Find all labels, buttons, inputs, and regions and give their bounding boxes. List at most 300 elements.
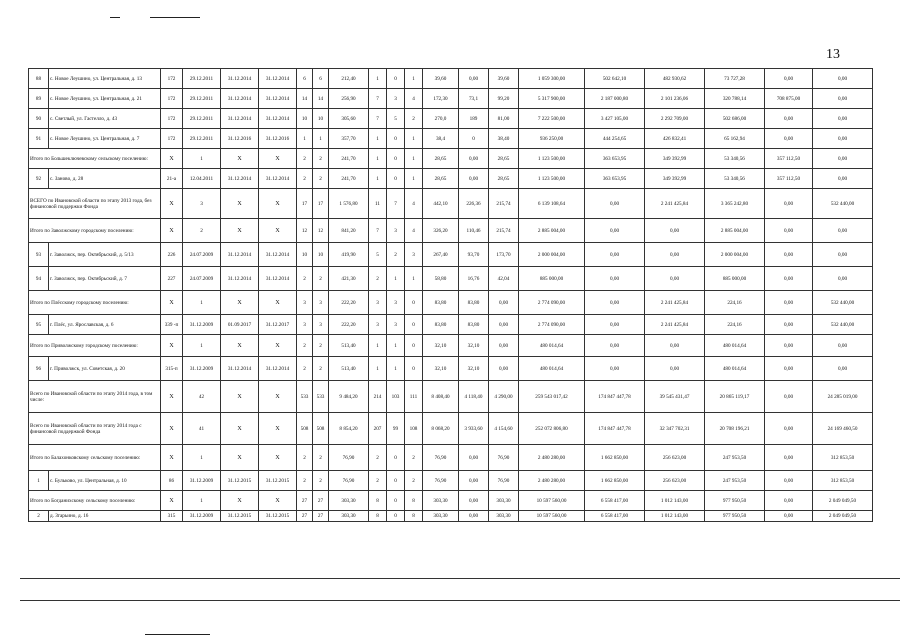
summary-title-cell: Итого по Богданихскому сельскому поселению: <box>29 491 161 511</box>
table-cell: 513,40 <box>329 357 369 381</box>
table-cell: X <box>161 219 183 243</box>
table-cell: 349 392,99 <box>645 169 705 189</box>
table-cell: 0,00 <box>813 169 873 189</box>
table-cell: 31.12.2015 <box>221 511 259 522</box>
table-cell: 315 <box>161 511 183 522</box>
table-cell: 2 049 049,50 <box>813 511 873 522</box>
table-cell: 38,40 <box>489 129 519 149</box>
table-cell: 0 <box>387 169 405 189</box>
table-cell: 20 865 119,17 <box>705 381 765 413</box>
table-cell: 31.12.2014 <box>221 109 259 129</box>
table-cell: 312 853,50 <box>813 471 873 491</box>
table-cell: 532 440,00 <box>813 315 873 335</box>
table-cell: 2 <box>183 219 221 243</box>
table-cell: 4 <box>405 189 423 219</box>
table-cell: 222,20 <box>329 315 369 335</box>
table-cell: 76,90 <box>489 471 519 491</box>
table-cell: 207 <box>369 413 387 445</box>
table-cell: 172 <box>161 89 183 109</box>
summary-title-cell: Всего по Ивановской области по этапу 2014 года с финансовой поддержкой Фонда <box>29 413 161 445</box>
table-cell: 357 112,50 <box>765 169 813 189</box>
table-cell: 0,00 <box>813 357 873 381</box>
housing-program-table <box>28 68 873 522</box>
table-cell: 24.07.2009 <box>183 243 221 267</box>
table-cell: 0,00 <box>459 69 489 89</box>
table-cell: 90 <box>29 109 49 129</box>
table-cell: 4 <box>405 219 423 243</box>
table-cell: 9 484,20 <box>329 381 369 413</box>
table-cell: 53 340,56 <box>705 149 765 169</box>
table-cell: 5 317 900,00 <box>519 89 585 109</box>
table-cell: 28,65 <box>489 149 519 169</box>
table-cell: 94 <box>29 267 49 291</box>
table-cell: 303,30 <box>423 491 459 511</box>
table-cell: 2 187 000,80 <box>585 89 645 109</box>
table-cell: X <box>259 149 297 169</box>
table-cell: 20 708 196,21 <box>705 413 765 445</box>
table-cell: 28,65 <box>423 149 459 169</box>
table-cell: 28,65 <box>423 169 459 189</box>
table-cell: 31.12.2016 <box>259 129 297 149</box>
table-cell: 0 <box>387 445 405 471</box>
scan-mark-top <box>110 17 120 18</box>
table-cell: 2 101 236,06 <box>645 89 705 109</box>
table-cell: 533 <box>297 381 313 413</box>
table-cell: 83,80 <box>459 315 489 335</box>
table-cell: 0,00 <box>585 315 645 335</box>
table-cell: 31.12.2014 <box>259 69 297 89</box>
table-cell: 73 727,28 <box>705 69 765 89</box>
table-row <box>29 357 873 381</box>
table-cell: 0,00 <box>813 129 873 149</box>
summary-row <box>29 445 873 471</box>
table-cell: 0,00 <box>813 69 873 89</box>
table-cell: 3 <box>387 315 405 335</box>
table-cell: 11 <box>369 189 387 219</box>
table-cell: 1 <box>369 169 387 189</box>
table-cell: 2 <box>29 511 49 522</box>
table-cell: 3 <box>183 189 221 219</box>
table-cell: 93 <box>29 243 49 267</box>
table-cell: 83,80 <box>459 291 489 315</box>
table-cell: 256 623,00 <box>645 445 705 471</box>
summary-title-cell: Всего по Ивановской области по этапу 2014 года, в том числе: <box>29 381 161 413</box>
table-cell: 0,00 <box>765 219 813 243</box>
table-cell: 31.12.2015 <box>259 511 297 522</box>
table-cell: 0,00 <box>585 189 645 219</box>
table-cell: 76,90 <box>329 471 369 491</box>
table-cell: 2 <box>405 109 423 129</box>
table-cell: 0,00 <box>489 291 519 315</box>
table-cell: 0 <box>405 357 423 381</box>
table-cell: 1 662 850,00 <box>585 471 645 491</box>
table-cell: 31.12.2014 <box>221 89 259 109</box>
table-cell: X <box>161 381 183 413</box>
table-cell: 1 <box>387 267 405 291</box>
table-cell: 247 953,50 <box>705 445 765 471</box>
table-cell: 31.12.2014 <box>221 243 259 267</box>
table-cell: 172 <box>161 69 183 89</box>
table-cell: 7 222 500,00 <box>519 109 585 129</box>
table-cell: 31.12.2014 <box>259 109 297 129</box>
table-cell: 2 000 004,00 <box>519 243 585 267</box>
table-cell: 256 623,00 <box>645 471 705 491</box>
table-cell: 0,00 <box>813 267 873 291</box>
table-cell: 31.12.2014 <box>221 169 259 189</box>
table-cell: 39 545 431,47 <box>645 381 705 413</box>
table-cell: 357 112,50 <box>765 149 813 169</box>
table-cell: 2 <box>387 243 405 267</box>
table-cell: 0,00 <box>813 219 873 243</box>
table-cell: 2 <box>313 335 329 357</box>
table-cell: 305,60 <box>329 109 369 129</box>
table-cell: 110,46 <box>459 219 489 243</box>
table-cell: 32,10 <box>459 335 489 357</box>
table-cell: 3 933,60 <box>459 413 489 445</box>
table-cell: 31.12.2017 <box>259 315 297 335</box>
table-cell: 0 <box>387 471 405 491</box>
table-row <box>29 315 873 335</box>
table-cell: 0,00 <box>765 69 813 89</box>
table-cell: 1 <box>405 267 423 291</box>
address-cell: г. Заволжск, пер. Октябрьский, д. 7 <box>49 267 161 291</box>
table-cell: 303,30 <box>329 511 369 522</box>
table-cell: 93,70 <box>459 243 489 267</box>
table-cell: 1 <box>183 335 221 357</box>
table-cell: 349 392,99 <box>645 149 705 169</box>
table-cell: 2 <box>313 445 329 471</box>
table-cell: 357,70 <box>329 129 369 149</box>
table-cell: 27 <box>313 511 329 522</box>
table-cell: 885 000,00 <box>519 267 585 291</box>
table-cell: 189 <box>459 109 489 129</box>
summary-row <box>29 291 873 315</box>
table-cell: 226,36 <box>459 189 489 219</box>
table-cell: 2 <box>297 335 313 357</box>
table-row <box>29 129 873 149</box>
summary-row <box>29 491 873 511</box>
table-cell: 8 854,20 <box>329 413 369 445</box>
table-cell: 2 <box>297 445 313 471</box>
table-cell: 0 <box>387 149 405 169</box>
table-cell: 312 853,50 <box>813 445 873 471</box>
table-cell: 4 <box>405 89 423 109</box>
table-cell: X <box>259 189 297 219</box>
table-cell: 29.12.2011 <box>183 69 221 89</box>
table-cell: 89 <box>29 89 49 109</box>
table-cell: 65 162,94 <box>705 129 765 149</box>
table-cell: 6 <box>297 69 313 89</box>
table-cell: 108 <box>405 413 423 445</box>
table-cell: 256,90 <box>329 89 369 109</box>
table-cell: 215,74 <box>489 219 519 243</box>
table-cell: X <box>259 381 297 413</box>
table-cell: 320 788,14 <box>705 89 765 109</box>
table-cell: 27 <box>297 511 313 522</box>
table-cell: 421,30 <box>329 267 369 291</box>
table-cell: 2 <box>297 471 313 491</box>
table-cell: 0,00 <box>459 471 489 491</box>
table-cell: 0,00 <box>585 243 645 267</box>
table-cell: 76,90 <box>423 471 459 491</box>
address-cell: с. Заново, д. 28 <box>49 169 161 189</box>
table-cell: 76,90 <box>423 445 459 471</box>
table-cell: 1 059 300,00 <box>519 69 585 89</box>
table-cell: 224,16 <box>705 291 765 315</box>
table-cell: 8 <box>405 511 423 522</box>
table-cell: 885 000,00 <box>705 267 765 291</box>
table-cell: 31.12.2014 <box>221 357 259 381</box>
table-cell: 4 290,00 <box>489 381 519 413</box>
table-cell: 0,00 <box>585 357 645 381</box>
table-cell: X <box>221 491 259 511</box>
table-cell: 91 <box>29 129 49 149</box>
table-cell: 1 <box>405 129 423 149</box>
summary-row <box>29 219 873 243</box>
summary-row <box>29 189 873 219</box>
table-cell: 2 <box>369 267 387 291</box>
table-cell: 103 <box>387 381 405 413</box>
table-cell: 1 <box>405 169 423 189</box>
table-cell: 0,00 <box>459 445 489 471</box>
table-cell: 0,00 <box>765 129 813 149</box>
table-cell: 27 <box>297 491 313 511</box>
table-cell: 0,00 <box>765 189 813 219</box>
table-cell: 3 <box>313 291 329 315</box>
table-cell: X <box>259 219 297 243</box>
table-cell: 172,30 <box>423 89 459 109</box>
table-cell: 2 774 090,00 <box>519 291 585 315</box>
table-cell: 2 774 090,00 <box>519 315 585 335</box>
summary-title-cell: ВСЕГО по Ивановской области по этапу 2013 года, без финансовой поддержки Фонда <box>29 189 161 219</box>
table-cell: 247 953,50 <box>705 471 765 491</box>
table-row <box>29 471 873 491</box>
table-cell: 363 653,95 <box>585 169 645 189</box>
table-cell: 29.12.2011 <box>183 89 221 109</box>
table-cell: 31.12.2014 <box>259 169 297 189</box>
table-cell: 502 642,10 <box>585 69 645 89</box>
table-cell: 227 <box>161 267 183 291</box>
table-cell: 3 365 242,80 <box>705 189 765 219</box>
table-cell: 2 000 004,00 <box>705 243 765 267</box>
table-cell: 174 847 447,78 <box>585 381 645 413</box>
table-cell: 01.09.2017 <box>221 315 259 335</box>
table-cell: 0 <box>387 129 405 149</box>
table-cell: 482 930,62 <box>645 69 705 89</box>
page-number: 13 <box>826 47 840 62</box>
table-cell: 0,00 <box>489 357 519 381</box>
table-cell: 0,00 <box>765 445 813 471</box>
table-cell: 3 427 105,00 <box>585 109 645 129</box>
address-cell: с. Бульково, ул. Центральная, д. 10 <box>49 471 161 491</box>
table-cell: 76,90 <box>329 445 369 471</box>
table-cell: 32 347 702,31 <box>645 413 705 445</box>
table-row <box>29 243 873 267</box>
table-cell: 10 <box>297 243 313 267</box>
table-cell: 3 <box>297 291 313 315</box>
table-cell: 1 <box>405 149 423 169</box>
table-cell: 0,00 <box>765 357 813 381</box>
table-cell: 5 <box>387 109 405 129</box>
table-cell: 4 154,60 <box>489 413 519 445</box>
table-cell: 0 <box>459 129 489 149</box>
table-cell: 173,70 <box>489 243 519 267</box>
table-cell: 4 118,40 <box>459 381 489 413</box>
table-cell: 31.12.2014 <box>259 243 297 267</box>
table-cell: 212,40 <box>329 69 369 89</box>
table-cell: 1 012 143,00 <box>645 491 705 511</box>
table-cell: 0,00 <box>459 149 489 169</box>
table-cell: 2 480 280,00 <box>519 445 585 471</box>
table-cell: X <box>161 291 183 315</box>
table-cell: X <box>259 491 297 511</box>
table-cell: 1 <box>313 129 329 149</box>
scan-line-bottom <box>20 578 900 579</box>
table-cell: 0,00 <box>489 335 519 357</box>
table-cell: 0,00 <box>765 491 813 511</box>
table-cell: 419,90 <box>329 243 369 267</box>
table-cell: X <box>221 413 259 445</box>
table-cell: 83,80 <box>423 315 459 335</box>
table-cell: 508 <box>297 413 313 445</box>
summary-title-cell: Итого по Заволжскому городскому поселению: <box>29 219 161 243</box>
table-cell: 10 <box>313 109 329 129</box>
table-cell: 2 <box>405 471 423 491</box>
table-cell: 224,16 <box>705 315 765 335</box>
table-cell: 0,00 <box>813 149 873 169</box>
table-cell: 303,30 <box>329 491 369 511</box>
table-cell: 2 <box>369 445 387 471</box>
table-cell: 1 <box>183 491 221 511</box>
table-cell: 14 <box>297 89 313 109</box>
table-cell: 480 014,64 <box>705 335 765 357</box>
table-cell: 76,90 <box>489 445 519 471</box>
table-row <box>29 89 873 109</box>
table-cell: 8 <box>405 491 423 511</box>
table-cell: 31.12.2014 <box>221 267 259 291</box>
table-cell: 1 <box>369 357 387 381</box>
address-cell: д. Згарьино, д. 16 <box>49 511 161 522</box>
table-cell: 31.12.2014 <box>259 357 297 381</box>
table-cell: 3 <box>405 243 423 267</box>
table-cell: X <box>221 291 259 315</box>
table-cell: 532 440,00 <box>813 189 873 219</box>
table-cell: X <box>259 445 297 471</box>
table-cell: 1 <box>183 149 221 169</box>
table-cell: 29.12.2011 <box>183 129 221 149</box>
table-cell: 0,00 <box>765 109 813 129</box>
table-cell: 1 662 850,00 <box>585 445 645 471</box>
table-cell: 1 <box>369 149 387 169</box>
table-cell: 8 068,20 <box>423 413 459 445</box>
table-cell: 0 <box>387 511 405 522</box>
table-cell: 2 292 709,00 <box>645 109 705 129</box>
table-row <box>29 511 873 522</box>
table-cell: 2 <box>313 149 329 169</box>
summary-title-cell: Итого по Большеключевскому сельскому поселению: <box>29 149 161 169</box>
table-cell: 533 <box>313 381 329 413</box>
table-cell: 0,00 <box>765 315 813 335</box>
table-cell: 2 <box>369 471 387 491</box>
table-cell: 86 <box>161 471 183 491</box>
table-cell: X <box>161 189 183 219</box>
table-cell: 0,00 <box>459 491 489 511</box>
table-cell: 1 <box>405 69 423 89</box>
table-cell: 0,00 <box>765 471 813 491</box>
table-cell: 532 440,00 <box>813 291 873 315</box>
table-row <box>29 109 873 129</box>
table-cell: 303,30 <box>423 511 459 522</box>
table-cell: 99,20 <box>489 89 519 109</box>
table-cell: 0,00 <box>645 219 705 243</box>
table-cell: 214 <box>369 381 387 413</box>
table-cell: 215,74 <box>489 189 519 219</box>
table-cell: 99 <box>387 413 405 445</box>
table-cell: 31.12.2015 <box>259 471 297 491</box>
table-cell: 6 558 417,00 <box>585 511 645 522</box>
address-cell: с. Новое Леушино, ул. Центральная, д. 21 <box>49 89 161 109</box>
table-cell: 2 885 004,00 <box>519 219 585 243</box>
table-body <box>29 69 873 522</box>
table-cell: 7 <box>387 189 405 219</box>
table-cell: 480 014,64 <box>519 357 585 381</box>
table-cell: 0,00 <box>813 243 873 267</box>
table-cell: 39,60 <box>423 69 459 89</box>
table-cell: 222,20 <box>329 291 369 315</box>
table-row <box>29 169 873 189</box>
table-cell: X <box>221 219 259 243</box>
table-cell: 3 <box>369 315 387 335</box>
table-cell: 10 <box>297 109 313 129</box>
table-cell: 2 <box>313 169 329 189</box>
table-cell: 339 -п <box>161 315 183 335</box>
table-cell: 81,00 <box>489 109 519 129</box>
table-cell: 977 950,50 <box>705 511 765 522</box>
table-cell: 31.12.2016 <box>221 129 259 149</box>
table-cell: 426 832,41 <box>645 129 705 149</box>
table-cell: X <box>221 189 259 219</box>
address-cell: г. Заволжск, пер. Октябрьский, д. 5/13 <box>49 243 161 267</box>
table-cell: 1 012 143,00 <box>645 511 705 522</box>
summary-title-cell: Итого по Приволжскому городскому поселению: <box>29 335 161 357</box>
table-cell: 1 <box>183 291 221 315</box>
table-cell: 0,00 <box>459 169 489 189</box>
table-cell: 1 <box>369 335 387 357</box>
table-cell: 83,80 <box>423 291 459 315</box>
table-cell: 444 254,65 <box>585 129 645 149</box>
table-cell: 2 885 004,00 <box>705 219 765 243</box>
table-cell: 0,00 <box>765 413 813 445</box>
table-cell: 10 597 560,00 <box>519 491 585 511</box>
table-cell: 513,40 <box>329 335 369 357</box>
table-cell: 2 <box>297 357 313 381</box>
table-cell: 0,00 <box>585 335 645 357</box>
table-cell: 270,0 <box>423 109 459 129</box>
table-cell: 21-а <box>161 169 183 189</box>
table-cell: 24 285 019,00 <box>813 381 873 413</box>
table-cell: 31.12.2015 <box>221 471 259 491</box>
table-cell: 442,10 <box>423 189 459 219</box>
scan-mark-top-long <box>150 17 200 18</box>
table-cell: 7 <box>369 109 387 129</box>
table-cell: 42 <box>183 381 221 413</box>
address-cell: г. Плёс, ул. Ярославская, д. 6 <box>49 315 161 335</box>
table-cell: 480 014,64 <box>519 335 585 357</box>
table-cell: 303,30 <box>489 491 519 511</box>
table-cell: 2 <box>297 149 313 169</box>
table-cell: 53 340,56 <box>705 169 765 189</box>
table-cell: 42,04 <box>489 267 519 291</box>
